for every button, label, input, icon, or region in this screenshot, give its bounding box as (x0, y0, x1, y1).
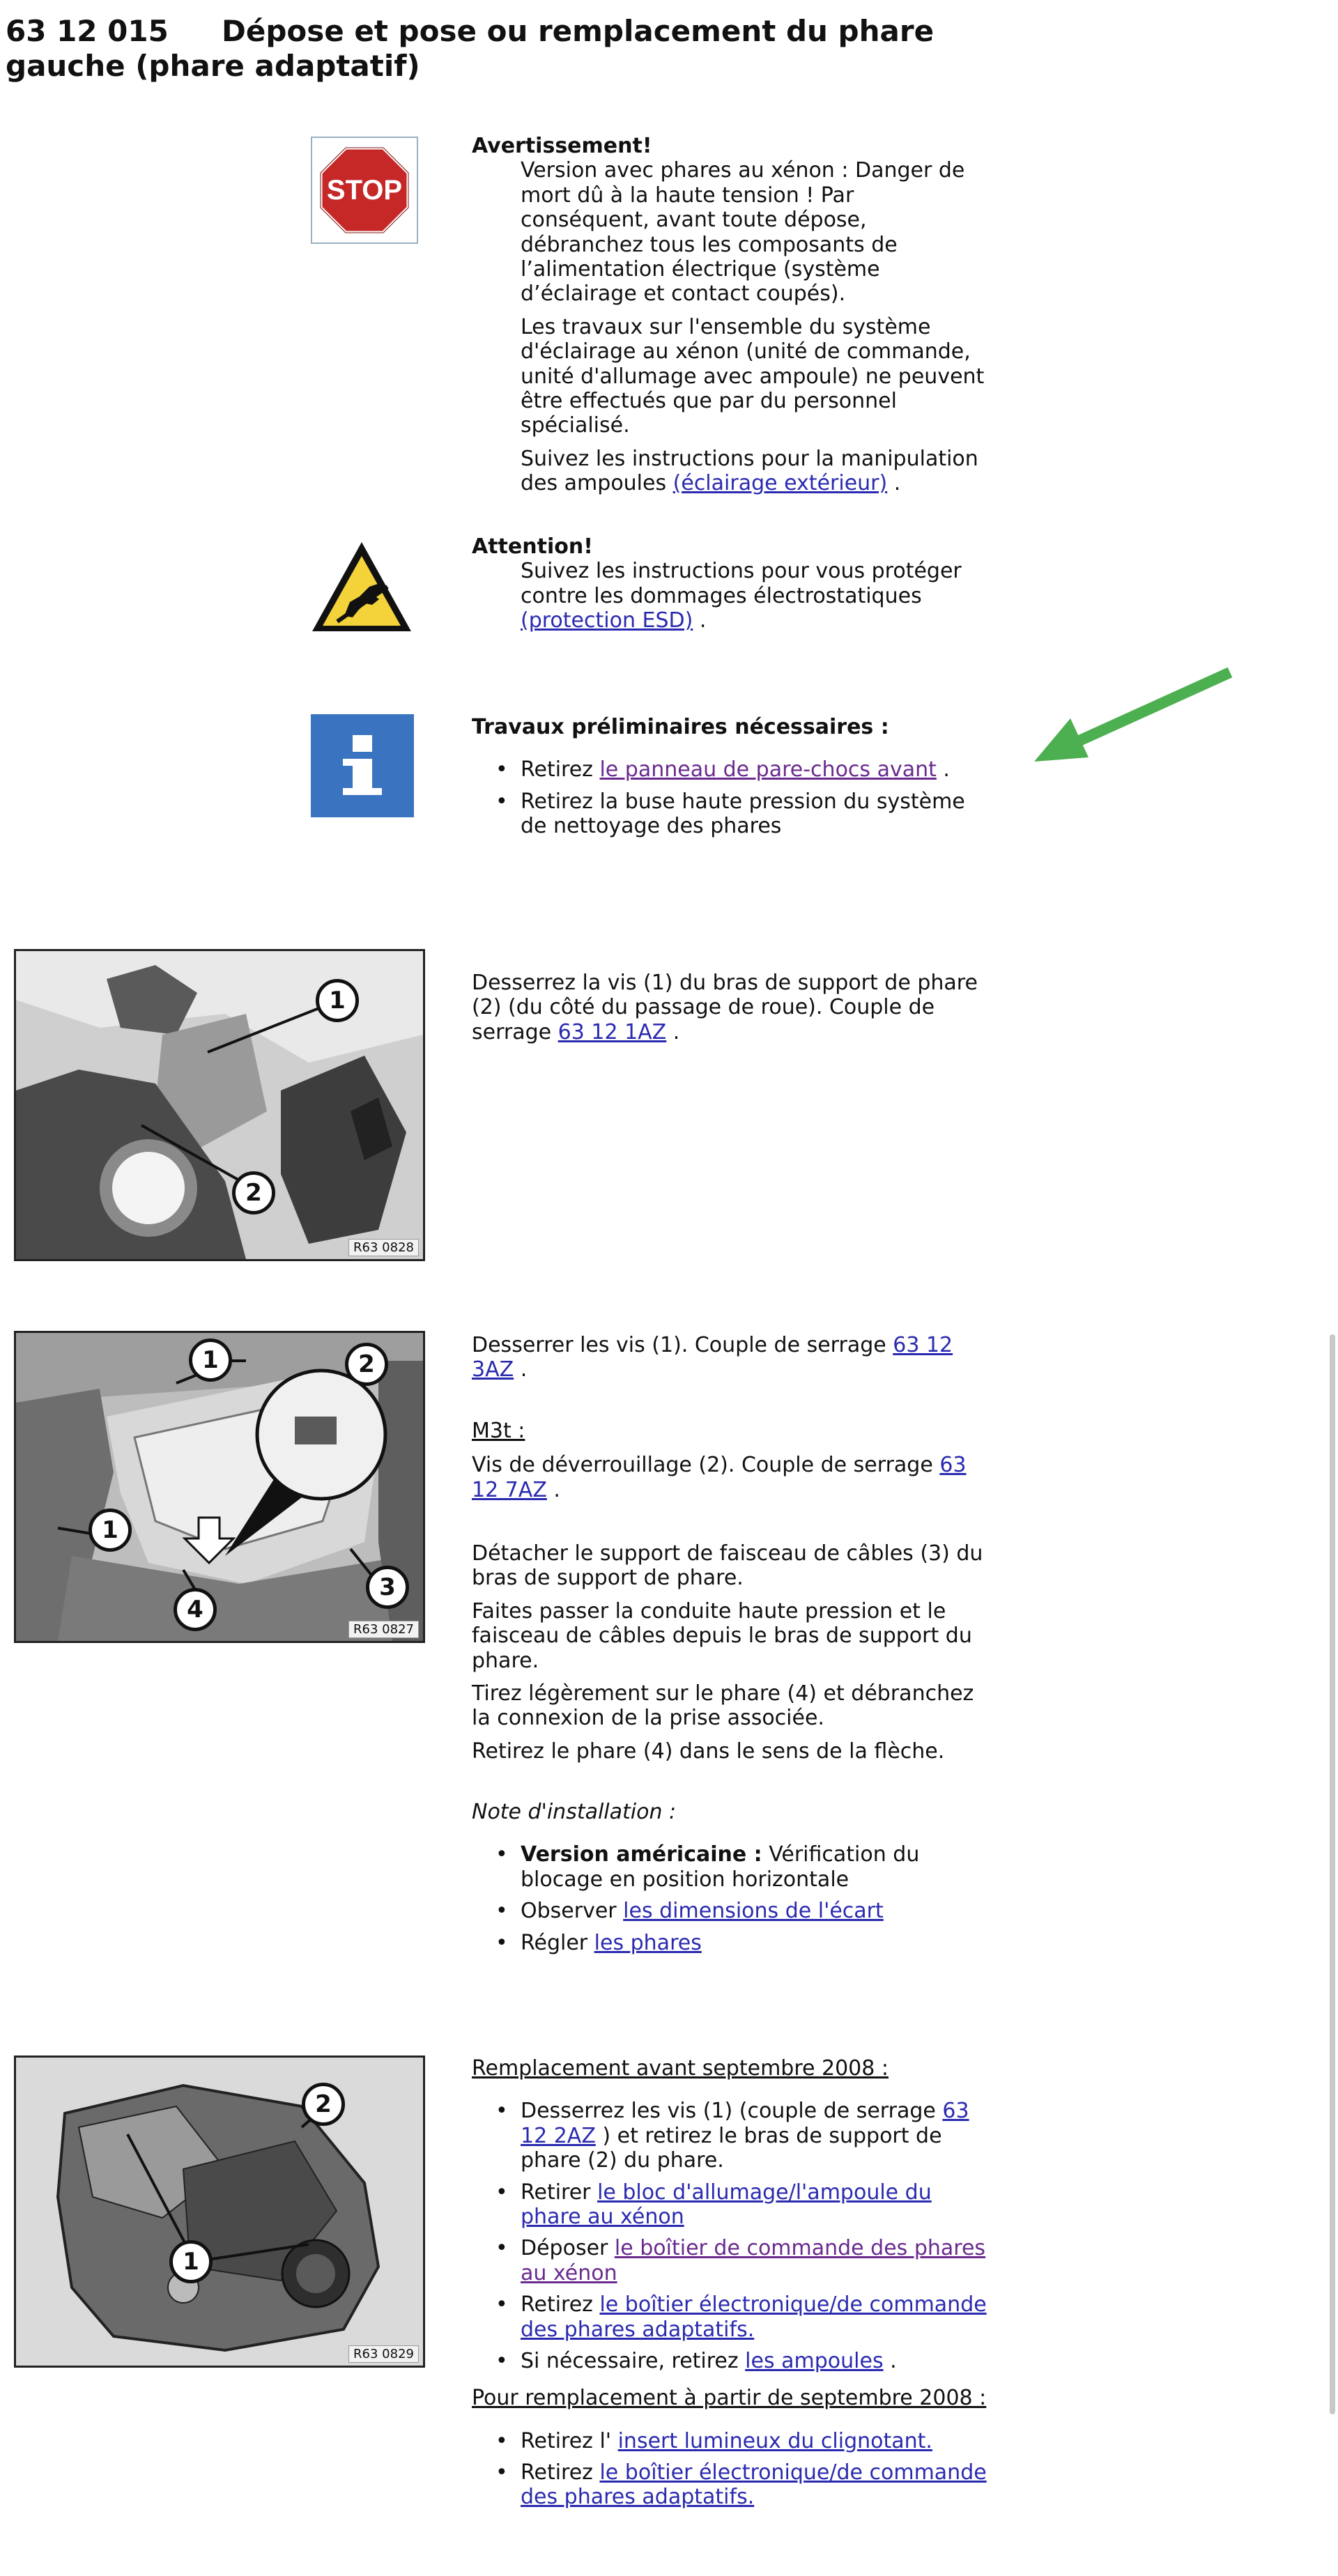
callout-2: 2 (232, 1171, 275, 1214)
esd-warning-icon (309, 538, 414, 635)
warning-heading: Avertissement! (472, 134, 652, 158)
callout-1: 1 (89, 1509, 132, 1552)
gap-dimensions-link[interactable]: les dimensions de l'écart (623, 1899, 884, 1924)
list-item: • Retirez l' insert lumineux du clignotant. (521, 2429, 987, 2453)
preliminary-heading: Travaux préliminaires nécessaires : (472, 715, 889, 739)
m3t-heading: M3t : (472, 1418, 525, 1443)
list-item: • Retirer le bloc d'allumage/l'ampoule du phare au xénon (521, 2180, 987, 2230)
step-3-text (472, 2056, 987, 2517)
exterior-lighting-link[interactable]: (éclairage extérieur) (672, 471, 888, 496)
preliminary-works-block (472, 715, 987, 846)
adaptive-headlight-module-link-2[interactable]: le boîtier électronique/de commande des phares adaptatifs. (521, 2460, 987, 2510)
callout-2: 2 (345, 1343, 388, 1386)
adaptive-headlight-module-link[interactable]: le boîtier électronique/de commande des phares adaptatifs. (521, 2292, 987, 2342)
stop-sign-label: STOP (326, 175, 403, 206)
photo-headlight-bracket (14, 949, 425, 1261)
vertical-scrollbar[interactable] (1330, 1334, 1335, 2414)
callout-3: 3 (366, 1566, 409, 1609)
replacement-after-heading: Pour remplacement à partir de septembre 2008 : (472, 2386, 987, 2411)
bulbs-link[interactable]: les ampoules (745, 2348, 884, 2373)
replacement-before-heading: Remplacement avant septembre 2008 : (472, 2056, 889, 2081)
step-1-text: Desserrez la vis (1) du bras de support de phare (2) (du côté du passage de roue). Couple de serrage 63 12 1AZ . (472, 971, 978, 1044)
pull-text: Tirez légèrement sur le phare (4) et débranchez la connexion de la prise associée. (472, 1681, 974, 1731)
remove-text: Retirez le phare (4) dans le sens de la flèche. (472, 1738, 945, 1764)
page-title (6, 14, 1051, 84)
xenon-ignition-link[interactable]: le bloc d'allumage/l'ampoule du phare au xénon (521, 2180, 932, 2229)
list-item: • Retirez le boîtier électronique/de commande des phares adaptatifs. (521, 2460, 987, 2510)
callout-1: 1 (316, 979, 359, 1022)
image-reference: R63 0828 (348, 1239, 419, 1256)
warning-paragraph-2: Les travaux sur l'ensemble du système d'éclairage au xénon (unité de commande, unité d'allumage avec ampoule) ne peuvent être effectués que par du personnel spécialisé. (521, 314, 985, 438)
list-item: • Déposer le boîtier de commande des phares au xénon (521, 2236, 987, 2285)
warning-paragraph-1: Version avec phares au xénon : Danger de mort dû à la haute tension ! Par conséquent, avant toute dépose, débranchez tous les composants de l’alimentation électrique (système d’éclairage et contact coupés). (521, 158, 965, 307)
callout-1: 1 (169, 2240, 213, 2283)
list-item: • Retirez le panneau de pare-chocs avant . (521, 757, 987, 782)
list-item: • Retirez la buse haute pression du système de nettoyage des phares (521, 789, 987, 839)
list-item: • Observer les dimensions de l'écart (521, 1899, 987, 1923)
turn-signal-insert-link[interactable]: insert lumineux du clignotant. (617, 2428, 932, 2453)
installation-note-heading: Note d'installation : (472, 1800, 677, 1825)
stop-sign-icon (311, 137, 418, 244)
attention-block (472, 534, 987, 642)
list-item: • Retirez le boîtier électronique/de commande des phares adaptatifs. (521, 2292, 987, 2342)
photo-headlight-screws (14, 1331, 425, 1643)
warning-paragraph-3: Suivez les instructions pour la manipulation des ampoules (éclairage extérieur) . (521, 446, 978, 496)
warning-block (472, 134, 987, 504)
procedure-code: 63 12 015 (6, 14, 169, 48)
attention-heading: Attention! (472, 534, 593, 559)
image-reference: R63 0829 (348, 2345, 419, 2363)
torque-63-12-7az-link[interactable]: 63 12 7AZ (472, 1453, 967, 1502)
list-item: • Régler les phares (521, 1931, 987, 1955)
list-item: • Version américaine : Vérification du blocage en position horizontale (521, 1842, 987, 1892)
front-bumper-panel-link[interactable]: le panneau de pare-chocs avant (599, 757, 937, 782)
list-item: • Si nécessaire, retirez les ampoules . (521, 2349, 987, 2373)
torque-63-12-2az-link[interactable]: 63 12 2AZ (521, 2099, 969, 2148)
info-icon (311, 714, 414, 817)
procedure-title: Dépose et pose ou remplacement du phare gauche (phare adaptatif) (6, 14, 935, 84)
adjust-headlights-link[interactable]: les phares (594, 1930, 702, 1955)
torque-63-12-1az-link[interactable]: 63 12 1AZ (558, 1019, 667, 1044)
step-2-text: Desserrer les vis (1). Couple de serrage 63 12 3AZ . M3t : Vis de déverrouillage (2). Couple de serrage 63 12 7AZ . Détacher le support de faisceau de câbles (3) du bras de support de phare. Faites passer la conduite haute pression et le faisceau de câbles depuis le bras de support du phare. Tirez légèrement sur le phare (4) et débranchez la connexion de la prise associée. Retirez le phare (4) dans le sens de la flèche. Note d'installation : • Version américaine : Vérification du blocage en position horizontale • Observer les dimensions de l'écart • Régler les phares (472, 1333, 987, 1962)
pass-text: Faites passer la conduite haute pression et le faisceau de câbles depuis le bras de support du phare. (472, 1598, 972, 1673)
detach-text: Détacher le support de faisceau de câbles (3) du bras de support de phare. (472, 1541, 983, 1591)
callout-2: 2 (302, 2083, 345, 2126)
xenon-control-unit-link[interactable]: le boîtier de commande des phares au xénon (521, 2236, 986, 2285)
callout-1: 1 (189, 1339, 232, 1382)
green-arrow-icon (1024, 665, 1233, 770)
callout-4: 4 (174, 1588, 217, 1631)
attention-text: Suivez les instructions pour vous protéger contre les dommages électrostatiques (protection ESD) . (521, 559, 962, 633)
photo-headlight-unit (14, 2056, 425, 2368)
list-item: • Desserrez les vis (1) (couple de serrage 63 12 2AZ ) et retirez le bras de support de phare (2) du phare. (521, 2099, 987, 2173)
image-reference: R63 0827 (348, 1621, 419, 1638)
esd-protection-link[interactable]: (protection ESD) (521, 608, 693, 633)
torque-63-12-3az-link[interactable]: 63 12 3AZ (472, 1333, 953, 1382)
